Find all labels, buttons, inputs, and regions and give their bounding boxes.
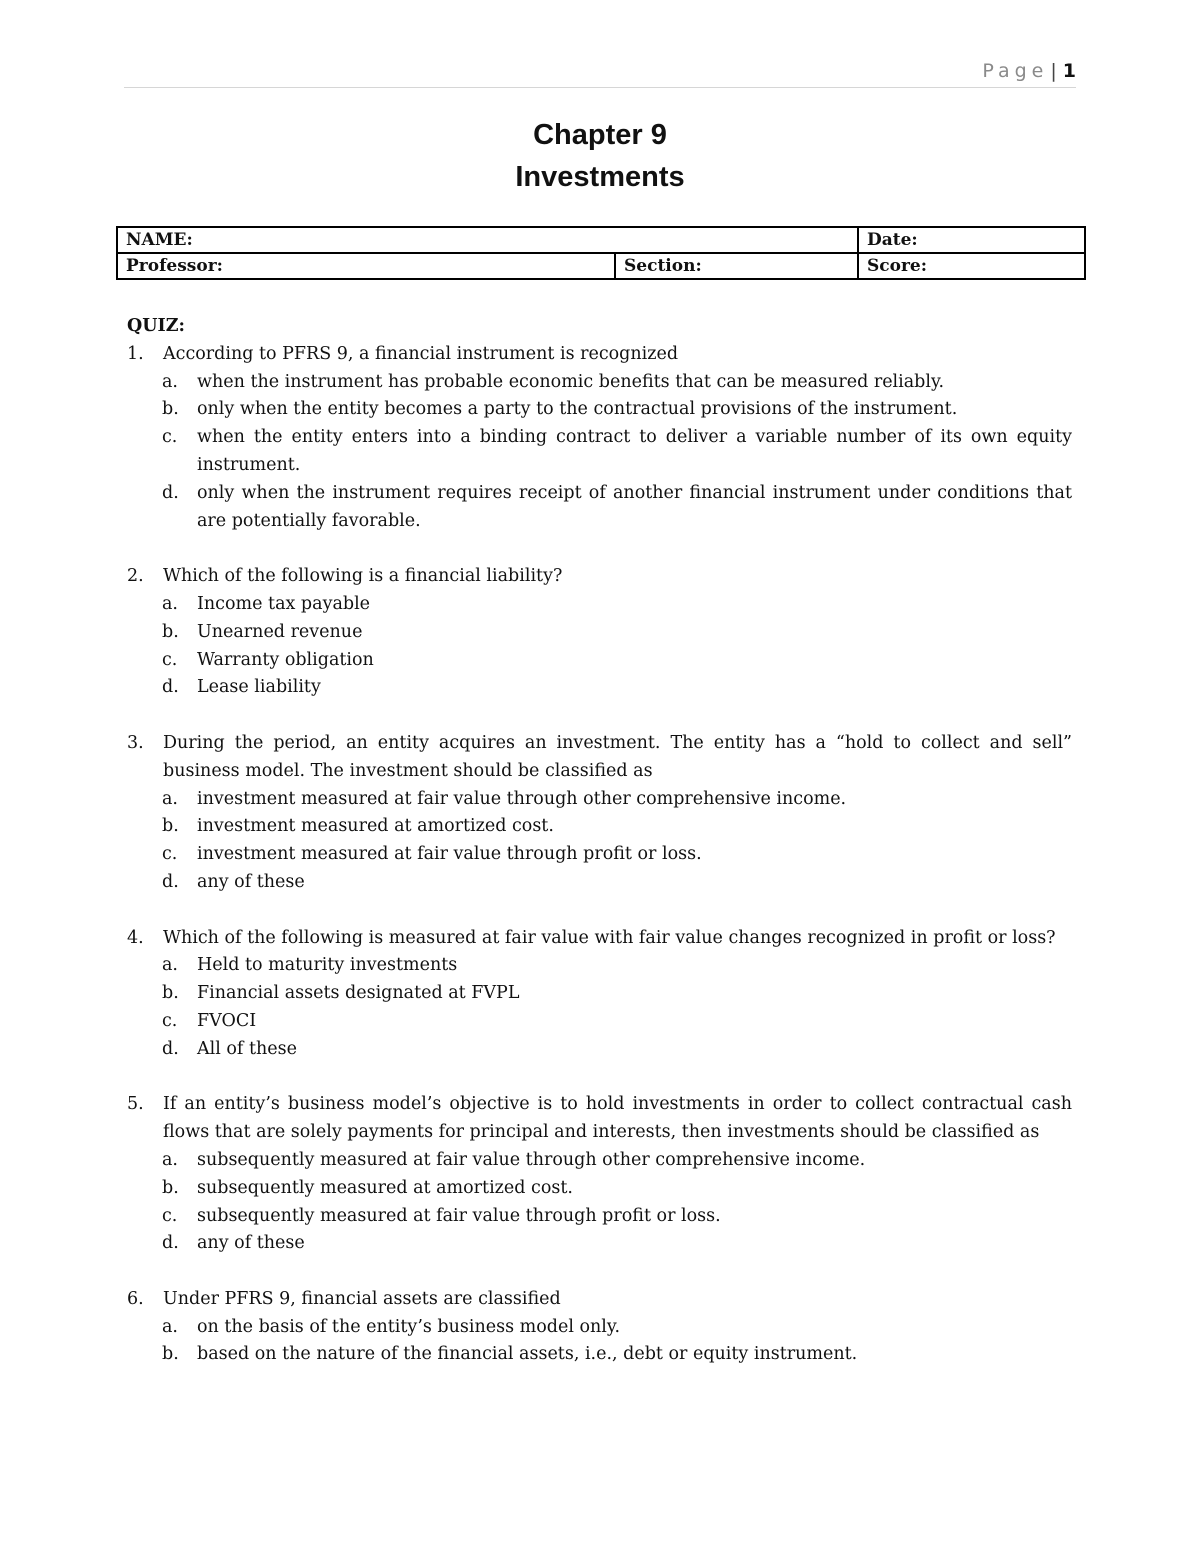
question-number: 3.: [127, 732, 144, 753]
date-field[interactable]: Date:: [858, 227, 1085, 253]
option-text: Held to maturity investments: [197, 955, 458, 976]
option-text: subsequently measured at amortized cost.: [197, 1177, 573, 1198]
question-text: Under PFRS 9, financial assets are classified: [163, 1288, 561, 1309]
page-number-label: [982, 60, 1076, 82]
option-text: Financial assets designated at FVPL: [197, 983, 520, 1004]
question: [127, 1286, 1072, 1369]
option-letter: a.: [162, 1316, 178, 1337]
question-row: [127, 730, 1072, 786]
question-row: [127, 1091, 1072, 1147]
answer-option: [127, 1230, 1072, 1258]
option-text: any of these: [197, 1233, 305, 1254]
answer-option: [127, 1314, 1072, 1342]
option-text: on the basis of the entity’s business model only.: [197, 1316, 621, 1337]
answer-option: [127, 674, 1072, 702]
answer-option: [127, 869, 1072, 897]
option-letter: b.: [162, 399, 179, 420]
answer-option: [127, 1008, 1072, 1036]
option-text: investment measured at amortized cost.: [197, 816, 554, 837]
answer-option: [127, 480, 1072, 536]
question-row: [127, 1286, 1072, 1314]
option-letter: d.: [162, 482, 179, 503]
section-field[interactable]: Section:: [615, 253, 858, 279]
question-list: [127, 341, 1072, 1369]
option-text: Income tax payable: [197, 593, 371, 614]
question-text: According to PFRS 9, a financial instrument is recognized: [163, 343, 679, 364]
option-text: investment measured at fair value through profit or loss.: [197, 844, 702, 865]
chapter-title: Chapter 9: [533, 119, 667, 151]
answer-option: [127, 619, 1072, 647]
option-text: Unearned revenue: [197, 621, 363, 642]
option-letter: b.: [162, 1177, 179, 1198]
option-text: subsequently measured at fair value through profit or loss.: [197, 1205, 721, 1226]
question: [127, 563, 1072, 702]
option-letter: a.: [162, 371, 178, 392]
answer-option: [127, 1147, 1072, 1175]
option-letter: a.: [162, 1149, 178, 1170]
option-letter: a.: [162, 788, 178, 809]
answer-option: [127, 1036, 1072, 1064]
option-letter: d.: [162, 1233, 179, 1254]
question: [127, 730, 1072, 897]
question-number: 1.: [127, 343, 144, 364]
option-letter: a.: [162, 593, 178, 614]
option-letter: d.: [162, 677, 179, 698]
answer-option: [127, 1203, 1072, 1231]
question-text: Which of the following is a financial liability?: [163, 566, 563, 587]
option-letter: a.: [162, 955, 178, 976]
option-text: subsequently measured at fair value through other comprehensive income.: [197, 1149, 866, 1170]
quiz-label: QUIZ:: [127, 316, 185, 336]
answer-option: [127, 841, 1072, 869]
answer-option: [127, 1175, 1072, 1203]
quiz-section: [127, 313, 1072, 1397]
question-row: [127, 341, 1072, 369]
question-number: 4.: [127, 927, 144, 948]
option-letter: c.: [162, 1205, 178, 1226]
name-field[interactable]: NAME:: [117, 227, 858, 253]
question-number: 6.: [127, 1288, 144, 1309]
option-letter: b.: [162, 1344, 179, 1365]
answer-option: [127, 591, 1072, 619]
score-field[interactable]: Score:: [858, 253, 1085, 279]
option-letter: c.: [162, 649, 178, 670]
page-header: [124, 60, 1076, 88]
option-text: any of these: [197, 871, 305, 892]
answer-option: [127, 980, 1072, 1008]
question-text: If an entity’s business model’s objective is to hold investments in order to collect contractual cash flows that are solely payments for principal and interests, then investments should be classified as: [163, 1094, 1072, 1143]
question-text: Which of the following is measured at fair value with fair value changes recognized in profit or loss?: [163, 927, 1056, 948]
option-text: when the entity enters into a binding contract to deliver a variable number of its own equity instrument.: [197, 427, 1072, 475]
option-letter: c.: [162, 1010, 178, 1031]
answer-option: [127, 786, 1072, 814]
document-title: [0, 114, 1200, 198]
option-letter: c.: [162, 427, 178, 448]
question-number: 5.: [127, 1094, 144, 1115]
answer-option: [127, 813, 1072, 841]
option-letter: b.: [162, 983, 179, 1004]
option-letter: b.: [162, 816, 179, 837]
professor-field[interactable]: Professor:: [117, 253, 615, 279]
option-text: All of these: [197, 1038, 297, 1059]
answer-option: [127, 647, 1072, 675]
answer-option: [127, 369, 1072, 397]
option-text: when the instrument has probable economic benefits that can be measured reliably.: [197, 371, 945, 392]
option-text: FVOCI: [197, 1010, 257, 1031]
option-text: investment measured at fair value through other comprehensive income.: [197, 788, 847, 809]
question-row: [127, 925, 1072, 953]
question: [127, 925, 1072, 1064]
option-letter: b.: [162, 621, 179, 642]
answer-option: [127, 1341, 1072, 1369]
answer-option: [127, 396, 1072, 424]
question-text: During the period, an entity acquires an investment. The entity has a “hold to collect and sell” business model. The investment should be classified as: [163, 732, 1072, 781]
question: [127, 1091, 1072, 1258]
student-info-table: [116, 226, 1086, 280]
option-text: only when the instrument requires receipt of another financial instrument under conditions that are potentially favorable.: [197, 482, 1072, 531]
option-text: based on the nature of the financial assets, i.e., debt or equity instrument.: [197, 1344, 858, 1365]
option-letter: c.: [162, 844, 178, 865]
page-number: 1: [1062, 60, 1076, 82]
option-letter: d.: [162, 1038, 179, 1059]
option-text: only when the entity becomes a party to the contractual provisions of the instrument.: [197, 399, 958, 420]
option-text: Warranty obligation: [197, 649, 374, 670]
page-label: Page: [982, 60, 1049, 82]
option-letter: d.: [162, 871, 179, 892]
question-number: 2.: [127, 566, 144, 587]
answer-option: [127, 952, 1072, 980]
question: [127, 341, 1072, 536]
answer-option: [127, 424, 1072, 480]
question-row: [127, 563, 1072, 591]
option-text: Lease liability: [197, 677, 321, 698]
page-separator: |: [1050, 60, 1057, 82]
chapter-subtitle: Investments: [515, 161, 685, 193]
